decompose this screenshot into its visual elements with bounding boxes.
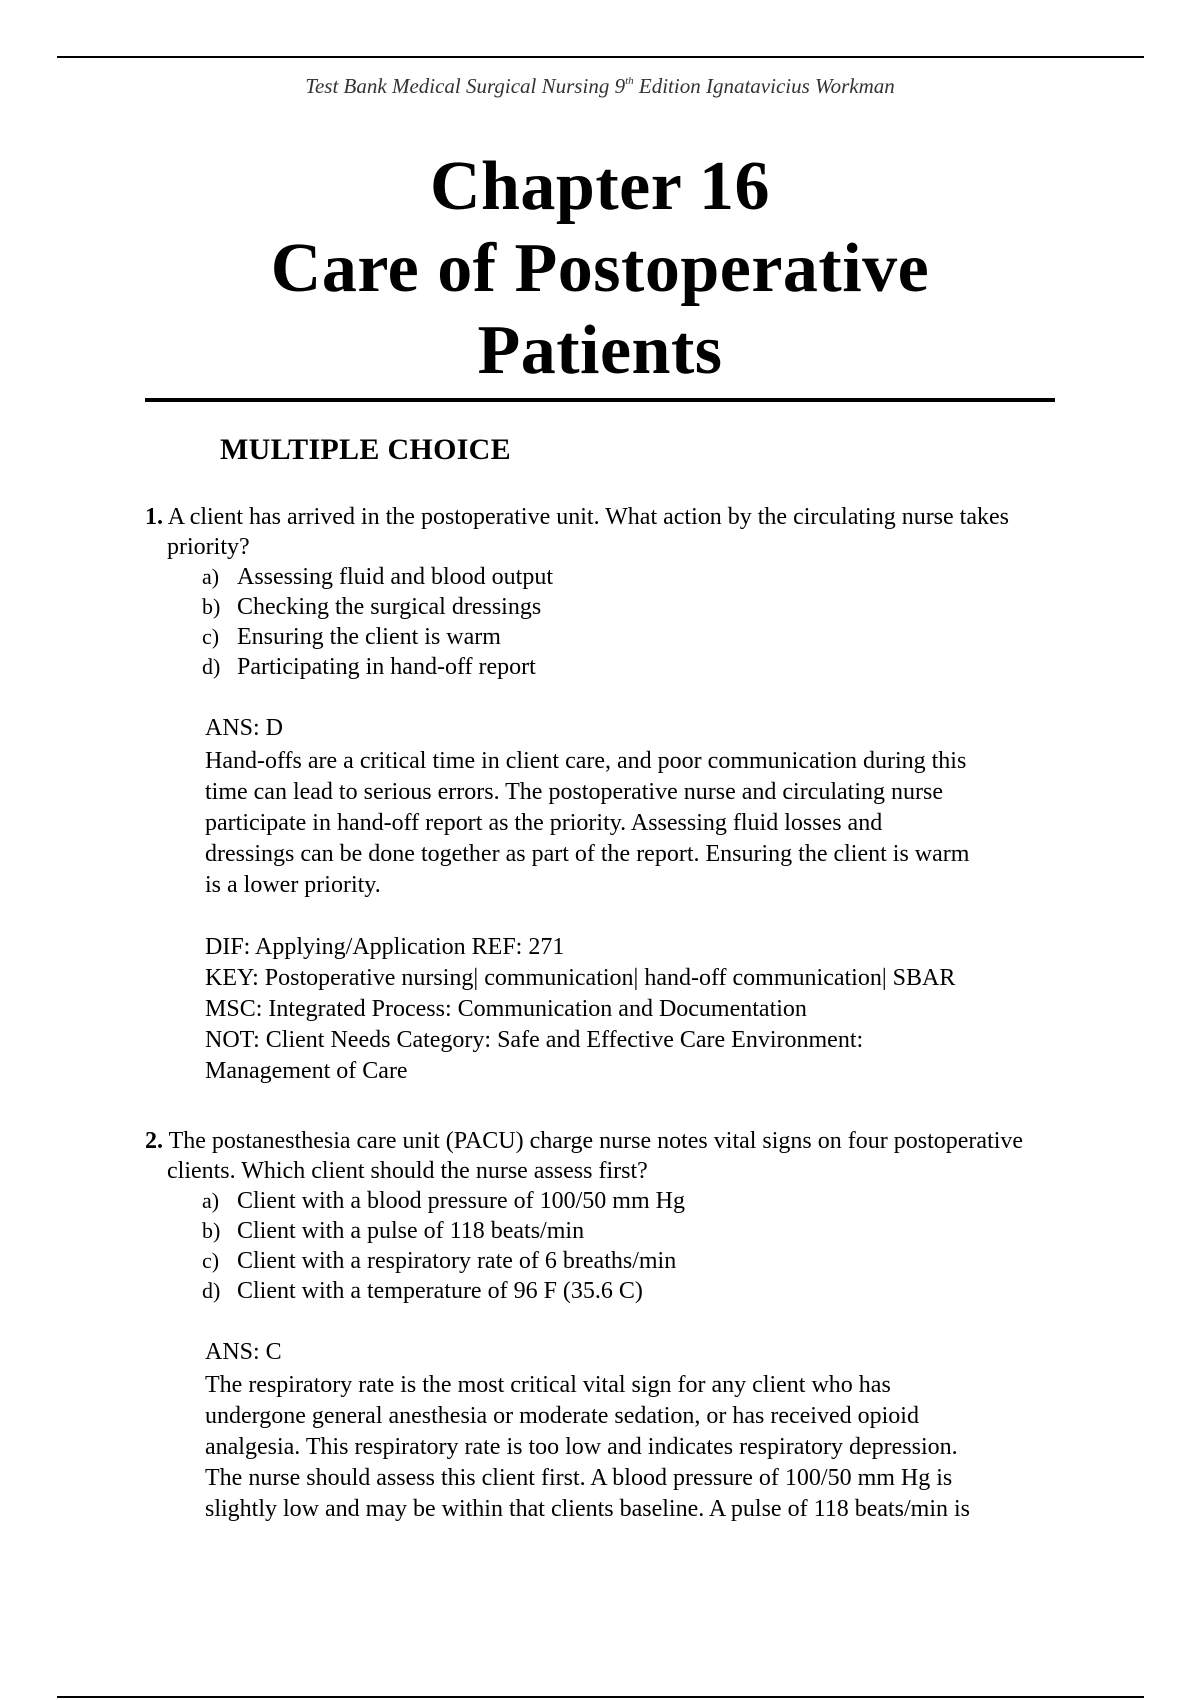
client-needs: NOT: Client Needs Category: Safe and Effective Care Environment:: [205, 1027, 864, 1053]
difficulty-ref: DIF: Applying/Application REF: 271: [205, 934, 565, 960]
option-c: c) Ensuring the client is warm: [202, 624, 501, 650]
question-number: 2.: [145, 1128, 163, 1154]
option-b: b) Client with a pulse of 118 beats/min: [202, 1218, 585, 1244]
chapter-title-line: Care of Postoperative: [270, 230, 930, 307]
option-b: b) Checking the surgical dressings: [202, 594, 542, 620]
question-stem: 2. The postanesthesia care unit (PACU) charge nurse notes vital signs on four postoperative clients. Which client should the nurse assess first?: [145, 1128, 1024, 1184]
answer-key: ANS: C: [205, 1339, 282, 1365]
bottom-rule: [57, 1696, 1144, 1698]
rationale: The respiratory rate is the most critical vital sign for any client who has undergone general anesthesia or moderate sedation, or has received opioid analgesia. This respiratory rate is too low and indicates respiratory depression. The nurse should assess this client first. A blood pressure of 100/50 mm Hg is slightly low and may be within that clients baseline. A pulse of 118 beats/min is: [205, 1372, 971, 1522]
question-stem: 1. A client has arrived in the postoperative unit. What action by the circulating nurse takes priority?: [145, 504, 1009, 560]
chapter-title-line: Chapter 16: [429, 148, 771, 225]
option-d: d) Participating in hand-off report: [202, 654, 536, 680]
top-rule: [57, 56, 1144, 58]
answer-block: [205, 1337, 1065, 1525]
question-metadata: [205, 932, 1065, 1087]
chapter-title: [145, 146, 1055, 392]
question-number: 1.: [145, 504, 163, 530]
option-a: a) Client with a blood pressure of 100/50 mm Hg: [202, 1188, 685, 1214]
option-d: d) Client with a temperature of 96 F (35.6 C): [202, 1278, 643, 1304]
msc: MSC: Integrated Process: Communication and Documentation: [205, 996, 807, 1022]
option-c: c) Client with a respiratory rate of 6 breaths/min: [202, 1248, 677, 1274]
question-1: [145, 502, 1065, 1087]
section-heading: MULTIPLE CHOICE: [220, 433, 511, 466]
client-needs-cont: Management of Care: [205, 1058, 408, 1084]
question-2: [145, 1126, 1065, 1525]
running-header: Test Bank Medical Surgical Nursing 9th Edition Ignatavicius Workman: [305, 74, 895, 98]
answer-block: [205, 713, 1065, 1087]
option-a: a) Assessing fluid and blood output: [202, 564, 553, 590]
answer-key: ANS: D: [205, 715, 284, 741]
rationale: Hand-offs are a critical time in client care, and poor communication during this time can lead to serious errors. The postoperative nurse and circulating nurse participate in hand-off report as the priority. Assessing fluid losses and dressings can be done together as part of the report. Ensuring the client is warm is a lower priority.: [205, 748, 970, 898]
keywords: KEY: Postoperative nursing| communication| hand-off communication| SBAR: [205, 965, 956, 991]
answer-options: [145, 1186, 1065, 1306]
title-rule: [145, 398, 1055, 402]
chapter-title-line: Patients: [477, 312, 723, 389]
answer-options: [145, 562, 1065, 682]
